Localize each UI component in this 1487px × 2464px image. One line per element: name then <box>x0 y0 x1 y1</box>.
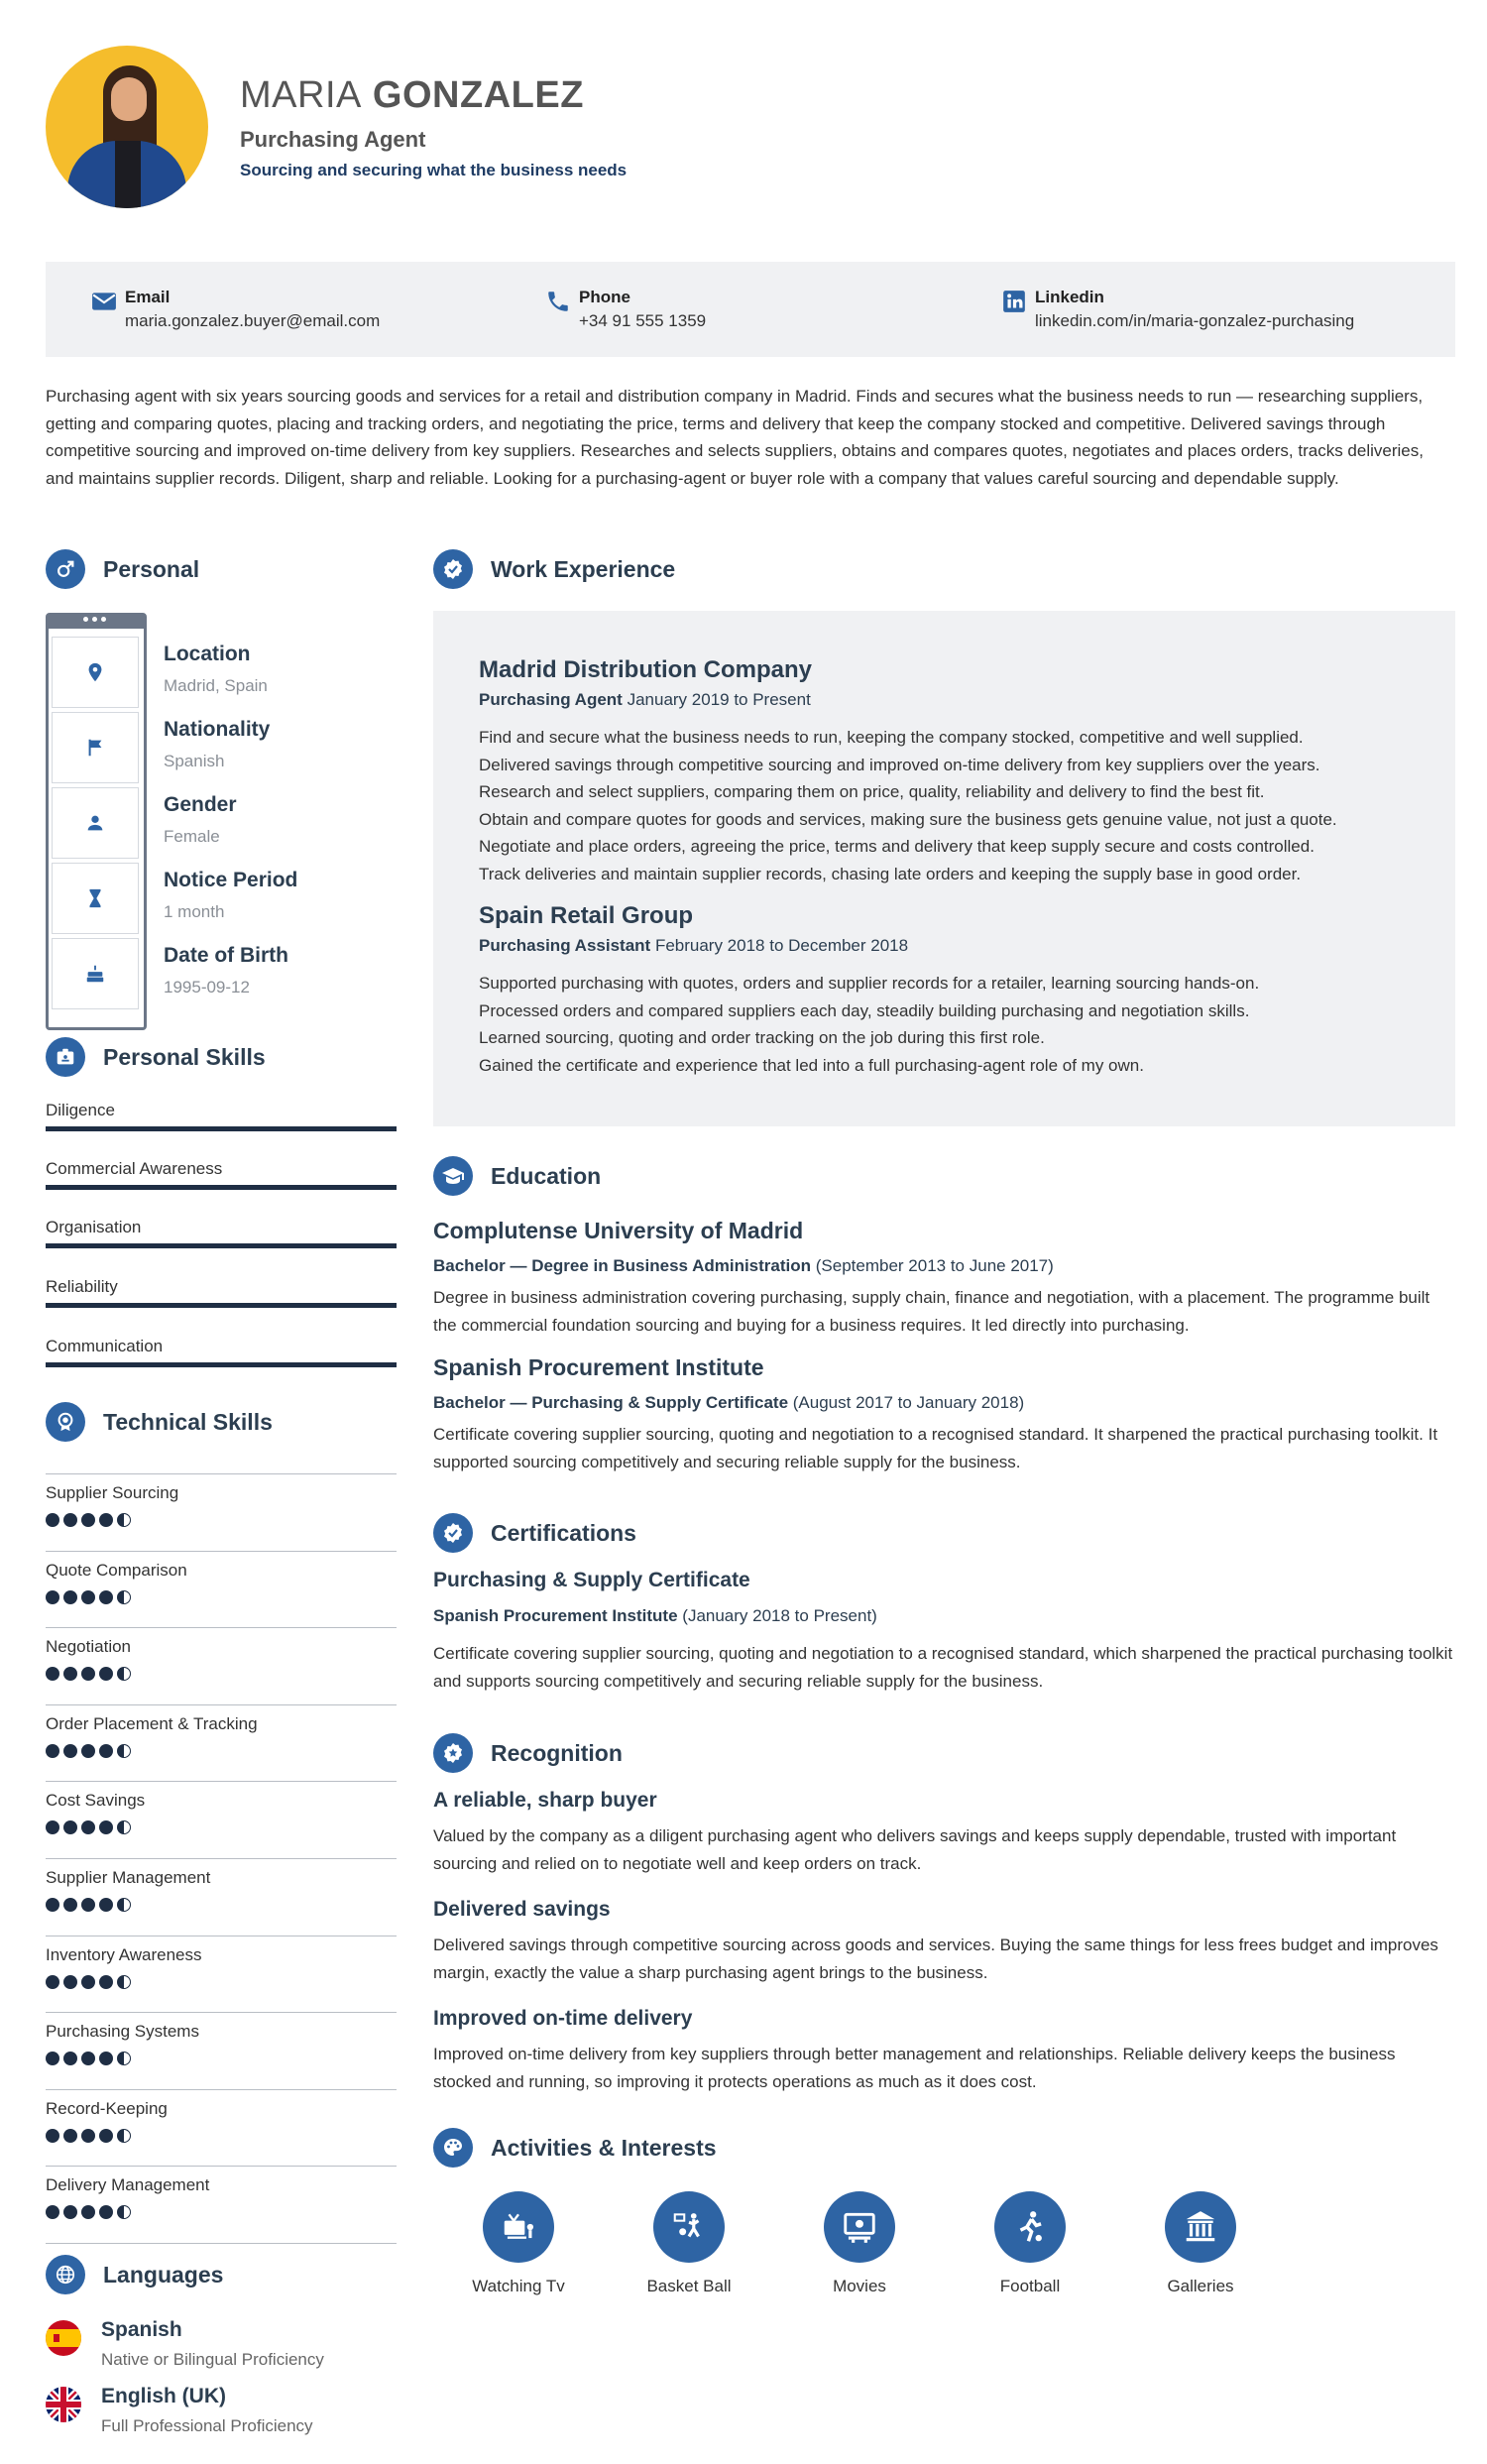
spain-flag-icon <box>46 2320 81 2356</box>
rating-dot <box>63 1513 77 1527</box>
skill-divider <box>46 2243 397 2244</box>
technical-skill-label: Cost Savings <box>46 1791 146 1811</box>
language-level: Full Professional Proficiency <box>101 2416 313 2435</box>
rating-dot <box>81 2129 95 2143</box>
technical-skill-label: Delivery Management <box>46 2175 210 2195</box>
rating-dot <box>99 1820 113 1834</box>
technical-skill <box>46 1868 397 1912</box>
skill-divider <box>46 2166 397 2167</box>
technical-skill-label: Inventory Awareness <box>46 1944 202 1964</box>
education-title: Education <box>491 1162 602 1189</box>
skill-divider <box>46 1627 397 1628</box>
rating-dot <box>63 1975 77 1989</box>
tagline: Sourcing and securing what the business needs <box>240 161 628 179</box>
technical-skill <box>46 1561 397 1604</box>
skill-bar <box>46 1362 397 1367</box>
header-text <box>240 73 627 180</box>
resume-header <box>46 46 627 208</box>
summary-paragraph: Purchasing agent with six years sourcing goods and services for a retail and distribution company in Madrid. Finds and secures what the business needs to run — researching suppliers, getting and comparing quotes, placing and tracking orders, and negotiating the price, terms and delivery that keep the company stocked and competitive. Delivered savings through competitive sourcing and improved on-time delivery from key suppliers. Researches and selects suppliers, obtains and compares quotes, negotiates and places orders, tracks deliveries, and maintains supplier records. Diligent, sharp and reliable. Looking for a purchasing-agent or buyer role with a company that values careful sourcing and dependable supply. <box>46 387 1424 488</box>
language-item-english <box>46 2385 313 2436</box>
rating-dot <box>99 1667 113 1681</box>
rating-dot <box>81 2052 95 2065</box>
skill-divider <box>46 1551 397 1552</box>
skill-bar <box>46 1126 397 1131</box>
phone-icon <box>545 289 571 314</box>
school-name: Spanish Procurement Institute <box>433 1354 764 1380</box>
rating-dot <box>46 2205 59 2219</box>
recognition-description: Delivered savings through competitive sourcing across goods and services. Buying the same things for less frees budget and improves margin, exactly the value a sharp purchasing agent brings to the business. <box>433 1936 1438 1982</box>
personal-item-value: Female <box>164 827 220 846</box>
rating-dot <box>46 1590 59 1604</box>
gender-icon <box>46 549 85 589</box>
technical-skills-title: Technical Skills <box>103 1408 273 1435</box>
skill-divider <box>46 2012 397 2013</box>
degree-line <box>433 1393 1454 1413</box>
football-icon <box>994 2191 1066 2263</box>
job-lines <box>479 970 1411 1079</box>
skill-rating <box>46 2052 397 2065</box>
interest-item-watching-tv <box>444 2191 593 2296</box>
technical-skill <box>46 1945 397 1989</box>
recognition-entry <box>433 2007 1454 2095</box>
rating-dot <box>81 1513 95 1527</box>
rating-dot <box>46 2052 59 2065</box>
rating-dot <box>46 1898 59 1912</box>
rating-dot <box>81 1898 95 1912</box>
certification-description: Certificate covering supplier sourcing, quoting and negotiation to a recognised standard, which sharpened the practical purchasing toolkit and supports sourcing competitively and securing reliable supply for the business. <box>433 1644 1453 1691</box>
company-name: Spain Retail Group <box>479 902 694 929</box>
phone-value[interactable]: +34 91 555 1359 <box>579 311 707 330</box>
recognition-description: Improved on-time delivery from key suppliers through better management and relationships. Reliable delivery keeps the business stocked and running, so improving it protects operations as much as it does cost. <box>433 2045 1396 2091</box>
rating-dot <box>63 1744 77 1758</box>
technical-skills-heading <box>46 1402 273 1442</box>
rating-dot <box>63 2052 77 2065</box>
rating-dot <box>63 1820 77 1834</box>
personal-item-location <box>164 643 268 696</box>
work-experience-title: Work Experience <box>491 555 676 582</box>
linkedin-value[interactable]: linkedin.com/in/maria-gonzalez-purchasing <box>1035 311 1355 330</box>
technical-skill <box>46 2099 397 2143</box>
rating-dot <box>63 2129 77 2143</box>
certification-name: Purchasing & Supply Certificate <box>433 1569 750 1591</box>
personal-skills-title: Personal Skills <box>103 1043 266 1070</box>
job-line: Track deliveries and maintain supplier records, chasing late orders and keeping the supply base in good order. <box>479 864 1302 883</box>
rating-dot <box>117 1975 131 1989</box>
interest-label: Basket Ball <box>646 2277 732 2295</box>
rating-dot <box>81 1820 95 1834</box>
rating-dot <box>99 2129 113 2143</box>
personal-item-label: Nationality <box>164 718 271 741</box>
skill-bar <box>46 1243 397 1248</box>
personal-item-value: Spanish <box>164 752 225 770</box>
technical-skill <box>46 2175 397 2219</box>
technical-skill-label: Quote Comparison <box>46 1560 187 1580</box>
rating-dot <box>117 2205 131 2219</box>
personal-skill-label: Reliability <box>46 1277 118 1296</box>
personal-title: Personal <box>103 555 200 582</box>
badge-check-icon <box>433 549 473 589</box>
rating-dot <box>117 2052 131 2065</box>
languages-title: Languages <box>103 2261 224 2288</box>
personal-item-gender <box>164 793 237 847</box>
certification-issuer: Spanish Procurement Institute <box>433 1606 678 1625</box>
rating-dot <box>63 1898 77 1912</box>
personal-item-nationality <box>164 718 270 771</box>
skill-rating <box>46 1744 397 1758</box>
skill-rating <box>46 1975 397 1989</box>
hourglass-icon <box>52 863 139 934</box>
personal-skill-label: Communication <box>46 1337 164 1355</box>
degree-dates: (August 2017 to January 2018) <box>792 1393 1025 1412</box>
tv-icon <box>483 2191 554 2263</box>
skill-rating <box>46 1590 397 1604</box>
certification-entry <box>433 1569 1454 1695</box>
technical-skill <box>46 1483 397 1527</box>
job-line: Supported purchasing with quotes, orders and supplier records for a retailer, learning sourcing hands-on. <box>479 974 1260 993</box>
personal-item-label: Date of Birth <box>164 944 288 967</box>
school-name: Complutense University of Madrid <box>433 1218 804 1243</box>
technical-skill-label: Record-Keeping <box>46 2098 168 2118</box>
rating-dot <box>81 2205 95 2219</box>
first-name: MARIA <box>240 74 362 116</box>
language-level: Native or Bilingual Proficiency <box>101 2350 324 2369</box>
skill-rating <box>46 1820 397 1834</box>
rating-dot <box>63 2205 77 2219</box>
envelope-icon <box>91 289 117 314</box>
palette-icon <box>433 2128 473 2168</box>
education-description: Degree in business administration covering purchasing, supply chain, finance and negotiation, with a placement. The programme built the commercial foundation sourcing and buying for a business requires. It led directly into purchasing. <box>433 1288 1430 1335</box>
certification-issuer-line <box>433 1606 1454 1626</box>
interest-label: Movies <box>833 2277 886 2295</box>
last-name: GONZALEZ <box>372 74 584 116</box>
certification-dates: (January 2018 to Present) <box>682 1606 877 1625</box>
technical-skill <box>46 2022 397 2065</box>
job-lines <box>479 724 1411 887</box>
work-experience-heading <box>433 549 675 589</box>
uk-flag-icon <box>46 2387 81 2422</box>
degree-line <box>433 1256 1454 1276</box>
interest-item-basketball <box>615 2191 763 2296</box>
rating-dot <box>63 1667 77 1681</box>
technical-skill <box>46 1714 397 1758</box>
rating-dot <box>46 1975 59 1989</box>
recognition-heading <box>433 1733 623 1773</box>
job-role <box>479 936 1411 956</box>
rating-dot <box>99 1975 113 1989</box>
globe-icon <box>46 2255 85 2294</box>
education-description: Certificate covering supplier sourcing, quoting and negotiation to a recognised standard. It sharpened the practical purchasing toolkit. It supported sourcing competitively and securing reliable supply for the business. <box>433 1425 1438 1471</box>
recognition-title-item: Improved on-time delivery <box>433 2007 693 2030</box>
job-line: Find and secure what the business needs to run, keeping the company stocked, competitive and well supplied. <box>479 728 1304 747</box>
person-icon <box>52 787 139 859</box>
star-badge-icon <box>433 1733 473 1773</box>
card-dots-icon <box>48 611 141 627</box>
skill-bar <box>46 1185 397 1190</box>
recognition-title-item: A reliable, sharp buyer <box>433 1789 657 1812</box>
job-title: Purchasing Agent <box>240 127 426 152</box>
personal-item-label: Location <box>164 643 251 665</box>
skill-rating <box>46 1898 397 1912</box>
technical-skill-label: Negotiation <box>46 1637 132 1657</box>
personal-item-value: Madrid, Spain <box>164 676 268 695</box>
recognition-title: Recognition <box>491 1739 623 1766</box>
interests-heading <box>433 2128 717 2168</box>
interest-label: Football <box>999 2277 1061 2295</box>
interest-item-galleries <box>1126 2191 1275 2296</box>
recognition-entry <box>433 1898 1454 1986</box>
job-line: Negotiate and place orders, agreeing the price, terms and delivery that keep supply secure and costs controlled. <box>479 837 1315 856</box>
skill-rating <box>46 2205 397 2219</box>
personal-skill <box>46 1337 397 1356</box>
skill-rating <box>46 2129 397 2143</box>
education-entry <box>433 1354 1454 1475</box>
technical-skill-label: Supplier Sourcing <box>46 1483 179 1502</box>
rating-dot <box>46 1667 59 1681</box>
movie-icon <box>824 2191 895 2263</box>
contact-phone[interactable] <box>545 288 706 331</box>
gallery-icon <box>1165 2191 1236 2263</box>
contact-email[interactable] <box>91 288 380 331</box>
job-entry <box>479 656 1411 887</box>
contact-linkedin[interactable] <box>1001 288 1354 331</box>
personal-skill <box>46 1101 397 1120</box>
rating-dot <box>99 1898 113 1912</box>
language-name: English (UK) <box>101 2385 226 2407</box>
role-title: Purchasing Assistant <box>479 936 651 955</box>
personal-skill <box>46 1159 397 1179</box>
education-entry <box>433 1218 1454 1339</box>
personal-skill-label: Organisation <box>46 1218 142 1236</box>
interest-label: Galleries <box>1167 2277 1234 2295</box>
skill-divider <box>46 1781 397 1782</box>
rating-dot <box>99 2205 113 2219</box>
personal-skill-label: Commercial Awareness <box>46 1159 223 1178</box>
personal-skills-heading <box>46 1037 266 1077</box>
linkedin-icon <box>1001 289 1027 314</box>
languages-heading <box>46 2255 223 2294</box>
personal-heading <box>46 549 199 589</box>
certifications-heading <box>433 1513 636 1553</box>
personal-skill <box>46 1218 397 1237</box>
interest-label: Watching Tv <box>472 2277 565 2295</box>
email-value[interactable]: maria.gonzalez.buyer@email.com <box>125 311 381 330</box>
job-line: Learned sourcing, quoting and order tracking on the job during this first role. <box>479 1028 1045 1047</box>
rating-dot <box>117 1898 131 1912</box>
technical-skill <box>46 1637 397 1681</box>
job-entry <box>479 902 1411 1079</box>
technical-skill-label: Order Placement & Tracking <box>46 1713 258 1733</box>
certificate-icon <box>433 1513 473 1553</box>
job-line: Gained the certificate and experience that led into a full purchasing-agent role of my own. <box>479 1055 1144 1075</box>
degree-dates: (September 2013 to June 2017) <box>815 1256 1054 1275</box>
job-role <box>479 690 1411 710</box>
certifications-title: Certifications <box>491 1519 636 1546</box>
rating-dot <box>81 1667 95 1681</box>
rating-dot <box>99 1513 113 1527</box>
cake-icon <box>52 938 139 1009</box>
personal-item-value: 1995-09-12 <box>164 978 250 997</box>
graduation-cap-icon <box>433 1156 473 1196</box>
recognition-description: Valued by the company as a diligent purchasing agent who delivers savings and keeps supply dependable, trusted with important sourcing and relied on to negotiate well and keep orders on track. <box>433 1826 1397 1873</box>
language-item-spanish <box>46 2318 324 2370</box>
skill-divider <box>46 1473 397 1474</box>
recognition-entry <box>433 1789 1454 1877</box>
technical-skill <box>46 1791 397 1834</box>
personal-item-label: Gender <box>164 793 237 816</box>
rating-dot <box>63 1590 77 1604</box>
interest-item-movies <box>785 2191 934 2296</box>
linkedin-label: Linkedin <box>1035 288 1104 306</box>
rating-dot <box>117 1590 131 1604</box>
language-name: Spanish <box>101 2318 182 2341</box>
avatar <box>46 46 208 208</box>
skill-bar <box>46 1303 397 1308</box>
email-label: Email <box>125 288 171 306</box>
personal-item-value: 1 month <box>164 902 225 921</box>
role-dates: February 2018 to December 2018 <box>654 936 909 955</box>
personal-skill <box>46 1277 397 1297</box>
skill-divider <box>46 1704 397 1705</box>
skill-divider <box>46 1858 397 1859</box>
education-heading <box>433 1156 601 1196</box>
rating-dot <box>117 1744 131 1758</box>
rating-dot <box>46 2129 59 2143</box>
rating-dot <box>117 1820 131 1834</box>
basketball-icon <box>653 2191 725 2263</box>
company-name: Madrid Distribution Company <box>479 656 812 683</box>
personal-item-label: Notice Period <box>164 869 298 891</box>
rating-dot <box>99 1590 113 1604</box>
technical-skill-label: Purchasing Systems <box>46 2022 199 2042</box>
rating-dot <box>117 1667 131 1681</box>
degree-name: Bachelor — Degree in Business Administration <box>433 1256 812 1275</box>
rating-dot <box>99 1744 113 1758</box>
degree-name: Bachelor — Purchasing & Supply Certificate <box>433 1393 789 1412</box>
rating-dot <box>81 1744 95 1758</box>
phone-label: Phone <box>579 288 630 306</box>
rating-dot <box>117 1513 131 1527</box>
candidate-name <box>240 73 627 117</box>
role-dates: January 2019 to Present <box>627 690 811 709</box>
job-line: Research and select suppliers, comparing them on price, quality, reliability and delivery to find the best fit. <box>479 782 1265 801</box>
job-line: Obtain and compare quotes for goods and services, making sure the business gets genuine value, not just a quote. <box>479 809 1337 829</box>
rating-dot <box>99 2052 113 2065</box>
personal-skill-label: Diligence <box>46 1101 115 1119</box>
rating-dot <box>46 1513 59 1527</box>
rating-dot <box>46 1820 59 1834</box>
rating-dot <box>81 1590 95 1604</box>
recognition-title-item: Delivered savings <box>433 1898 611 1921</box>
interests-title: Activities & Interests <box>491 2134 717 2161</box>
personal-item-notice-period <box>164 869 297 922</box>
location-pin-icon <box>52 637 139 708</box>
technical-skill-label: Supplier Management <box>46 1868 211 1887</box>
skill-rating <box>46 1667 397 1681</box>
job-line: Delivered savings through competitive sourcing and improved on-time delivery from key suppliers over the years. <box>479 755 1320 774</box>
flag-icon <box>52 712 139 783</box>
id-badge-icon <box>46 1037 85 1077</box>
contact-bar <box>46 262 1455 357</box>
rating-dot <box>46 1744 59 1758</box>
rating-dot <box>81 1975 95 1989</box>
skill-rating <box>46 1513 397 1527</box>
job-line: Processed orders and compared suppliers each day, steadily building purchasing and negotiation skills. <box>479 1000 1250 1020</box>
award-icon <box>46 1402 85 1442</box>
interest-item-football <box>956 2191 1104 2296</box>
rating-dot <box>117 2129 131 2143</box>
personal-item-date-of-birth <box>164 944 288 997</box>
role-title: Purchasing Agent <box>479 690 623 709</box>
skill-divider <box>46 2089 397 2090</box>
